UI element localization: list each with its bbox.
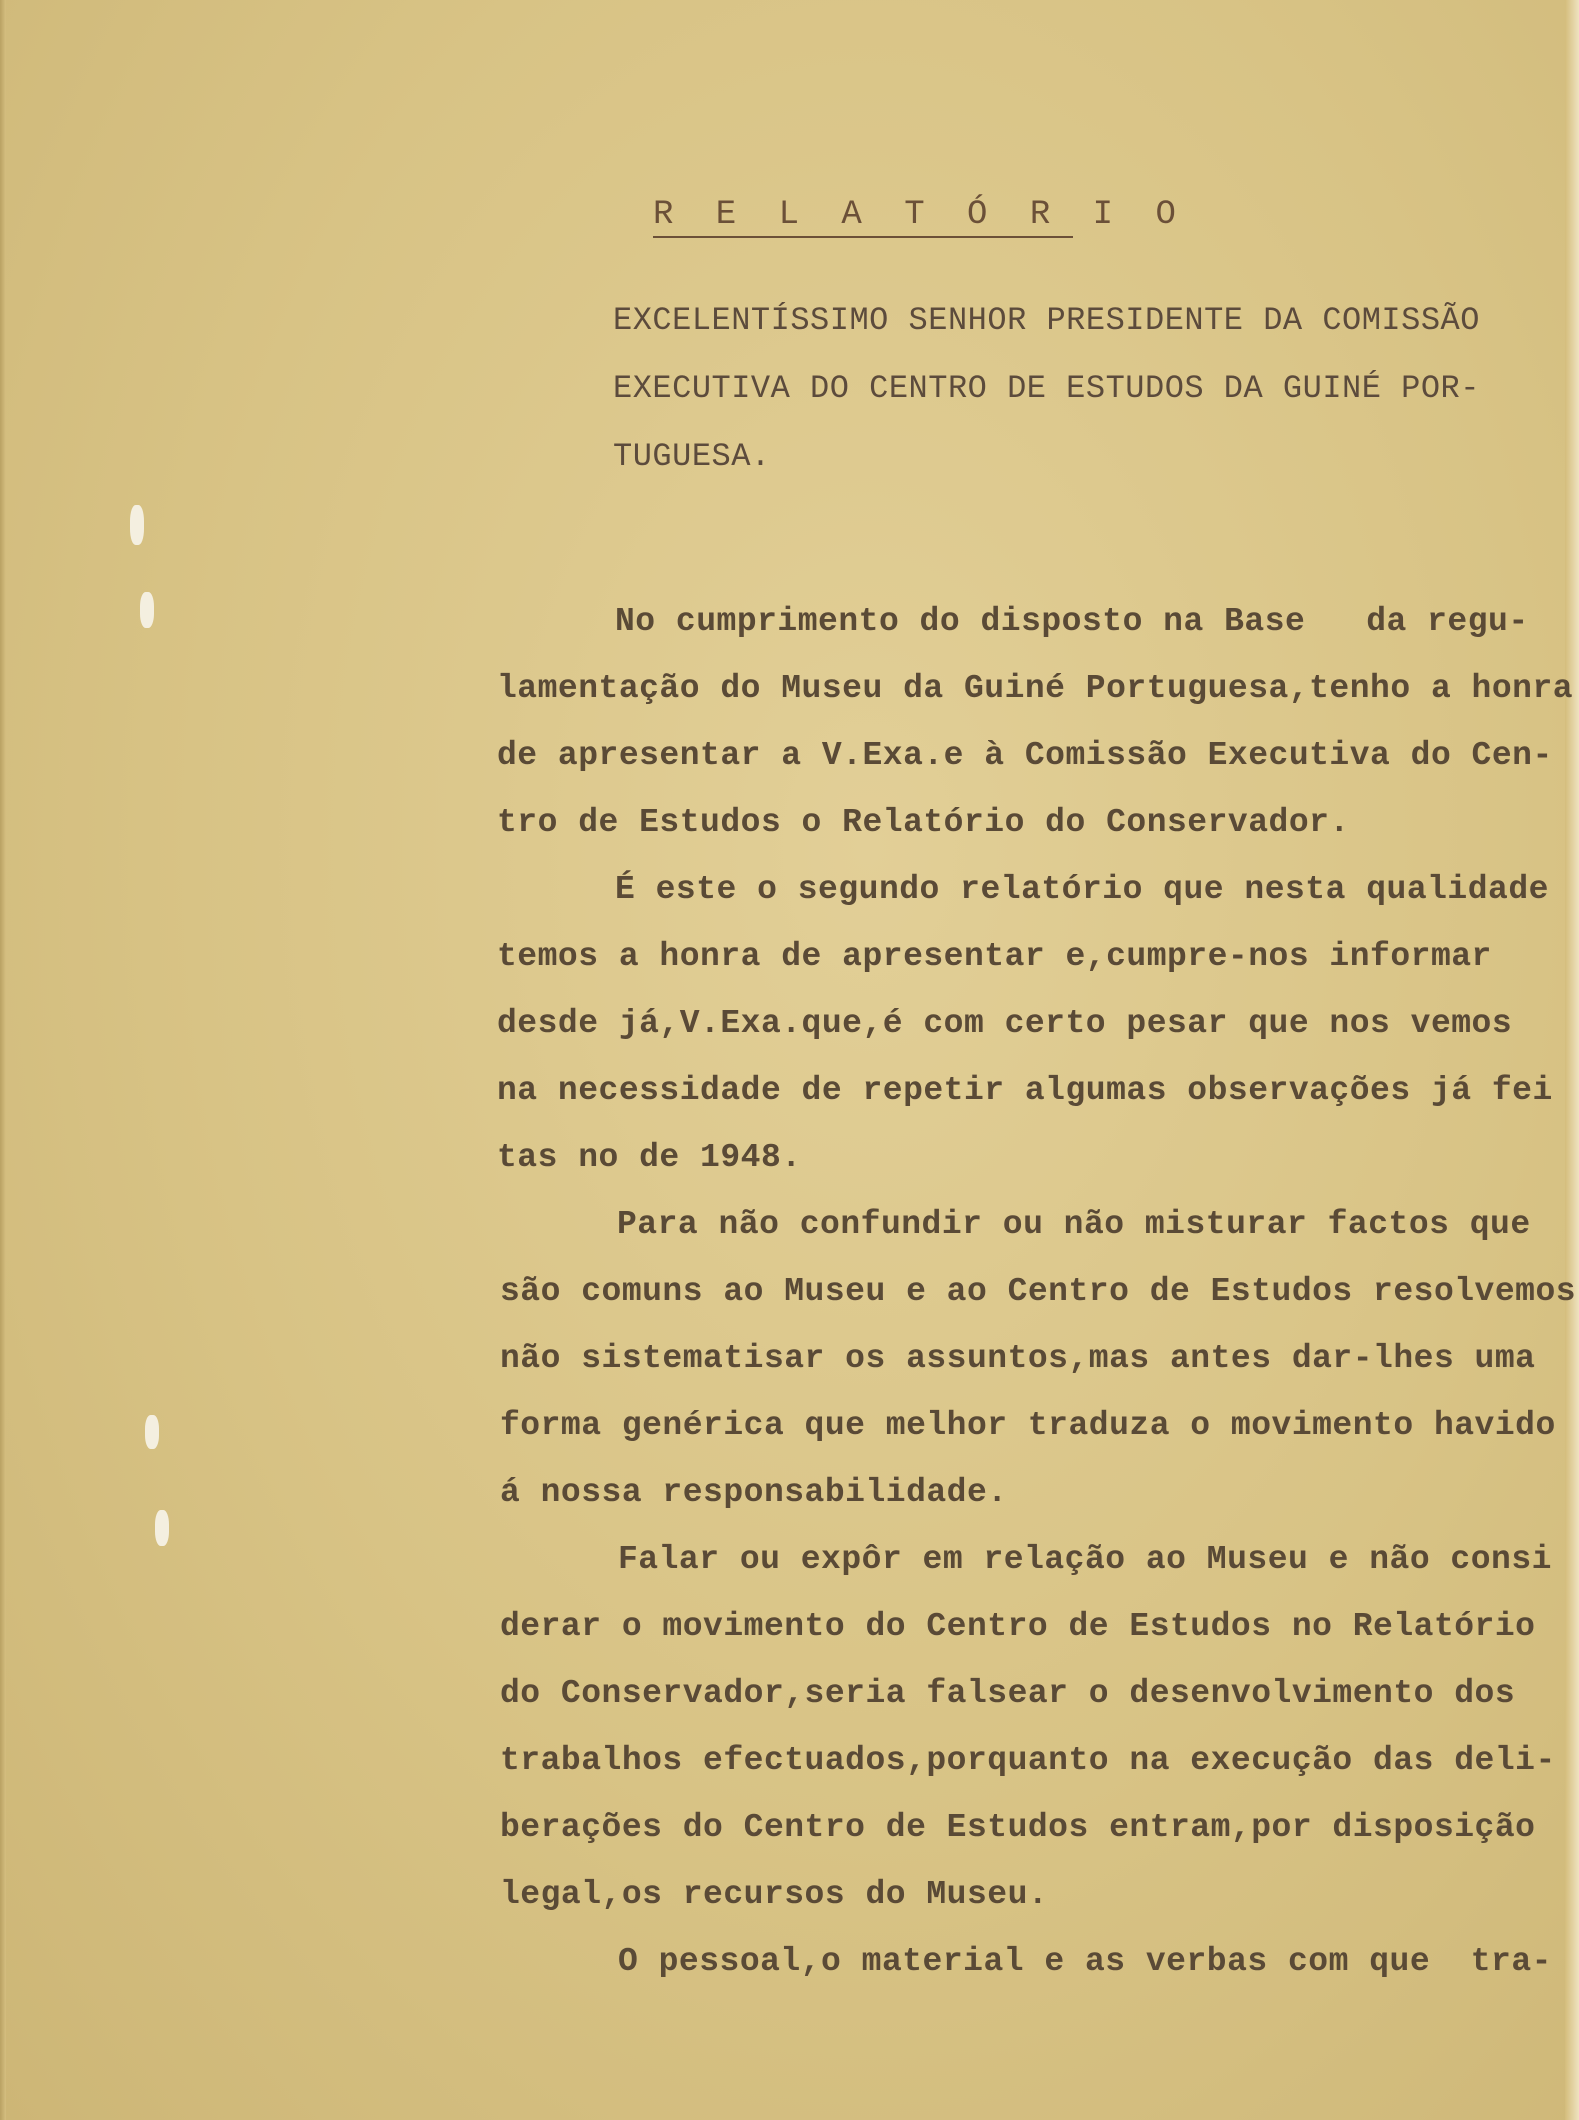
title-underline [653,236,1073,238]
body-line: forma genérica que melhor traduza o movimento havido [500,1407,1556,1444]
paper-left-edge [0,0,6,2120]
address-line: EXECUTIVA DO CENTRO DE ESTUDOS DA GUINÉ POR- [613,370,1480,407]
body-line: desde já,V.Exa.que,é com certo pesar que nos vemos [497,1005,1513,1042]
body-line: á nossa responsabilidade. [500,1474,1008,1511]
body-line: não sistematisar os assuntos,mas antes dar-lhes uma [500,1340,1536,1377]
body-line: berações do Centro de Estudos entram,por disposição [500,1809,1536,1846]
body-line: derar o movimento do Centro de Estudos no Relatório [500,1608,1536,1645]
body-line: legal,os recursos do Museu. [500,1876,1049,1913]
body-line: são comuns ao Museu e ao Centro de Estudos resolvemos [500,1273,1577,1310]
body-line: Falar ou expôr em relação ao Museu e não consi [618,1541,1552,1578]
body-line: tro de Estudos o Relatório do Conservador. [497,804,1350,841]
body-line: É este o segundo relatório que nesta qualidade [615,871,1549,908]
body-line: lamentação do Museu da Guiné Portuguesa,tenho a honra [497,670,1574,707]
body-line: No cumprimento do disposto na Base da regu- [615,603,1529,640]
body-line: na necessidade de repetir algumas observações já fei [497,1072,1553,1109]
body-line: temos a honra de apresentar e,cumpre-nos informar [497,938,1492,975]
body-line: de apresentar a V.Exa.e à Comissão Executiva do Cen- [497,737,1553,774]
address-line: EXCELENTÍSSIMO SENHOR PRESIDENTE DA COMISSÃO [613,302,1480,339]
address-line: TUGUESA. [613,438,771,475]
document-title: R E L A T Ó R I O [653,196,1187,234]
body-line: Para não confundir ou não misturar factos que [617,1206,1531,1243]
binding-hole-bottom-1 [145,1415,159,1449]
binding-hole-top-2 [140,592,154,628]
body-line: O pessoal,o material e as verbas com que tra- [618,1943,1552,1980]
body-line: tas no de 1948. [497,1139,802,1176]
binding-hole-top-1 [130,505,144,545]
binding-hole-bottom-2 [155,1510,169,1546]
body-line: do Conservador,seria falsear o desenvolvimento dos [500,1675,1516,1712]
paper-right-edge [1565,0,1579,2120]
body-line: trabalhos efectuados,porquanto na execução das deli- [500,1742,1556,1779]
